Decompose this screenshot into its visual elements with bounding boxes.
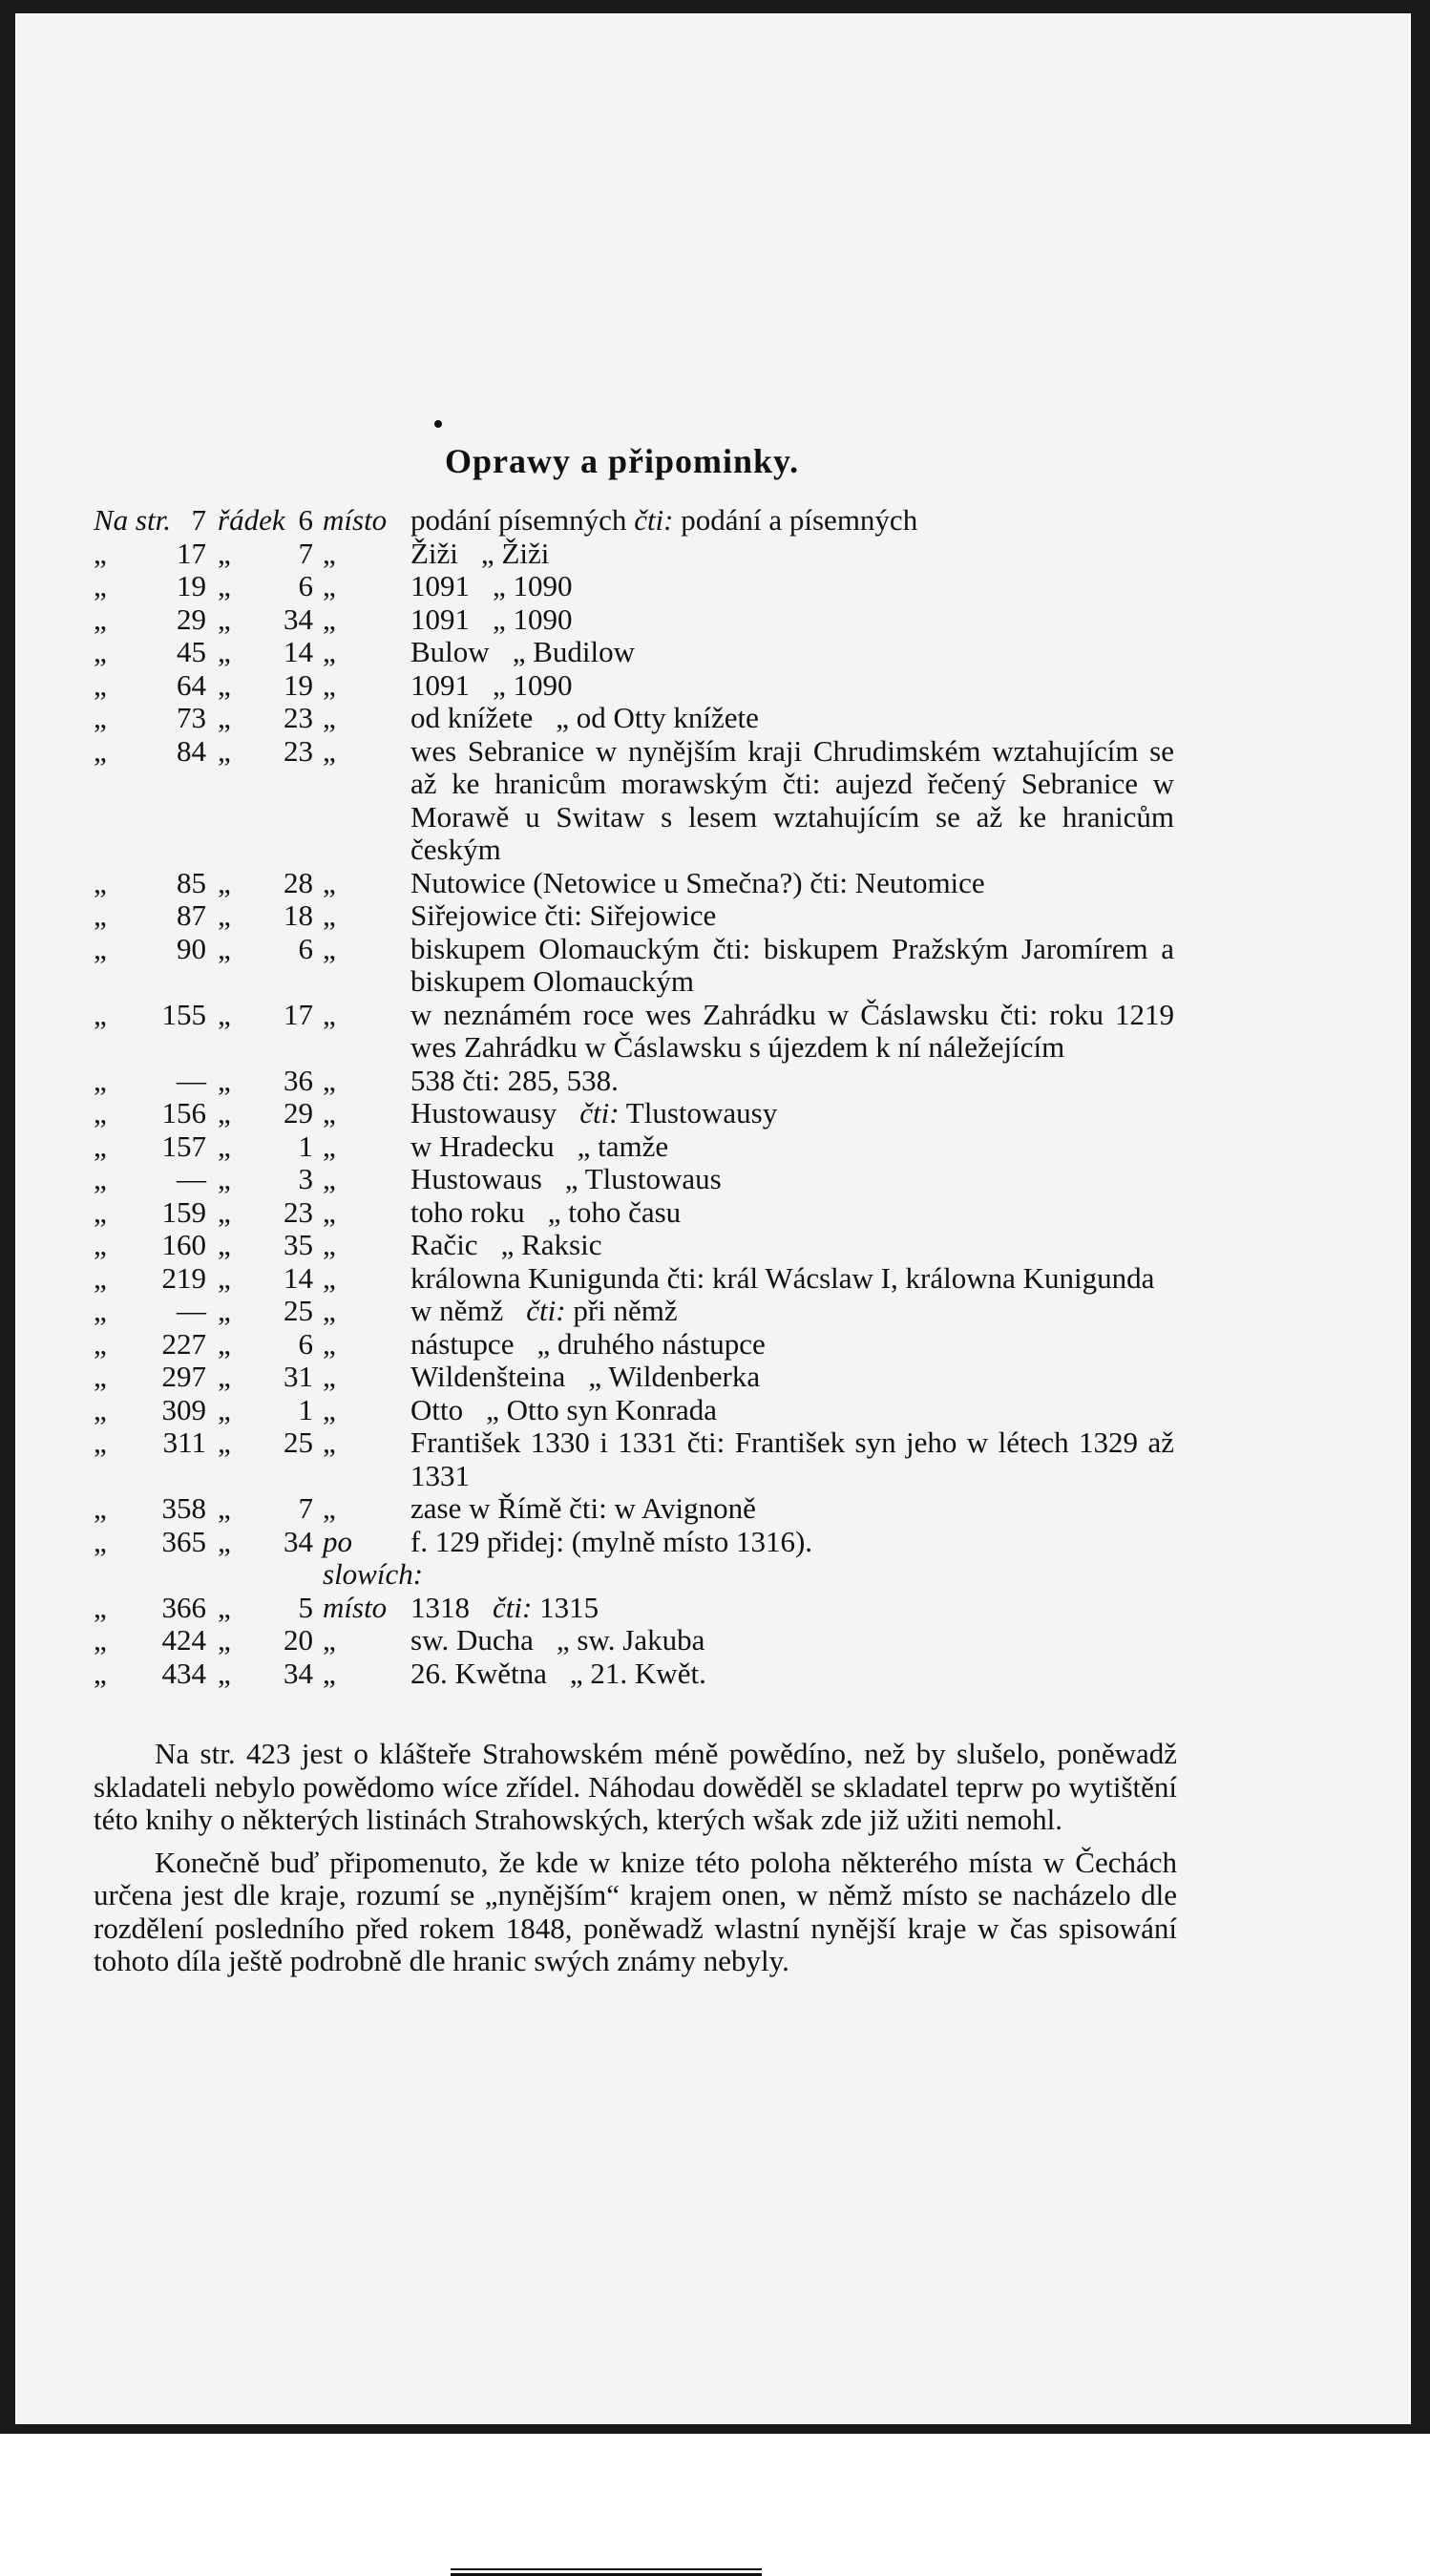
ditto-mark: „ — [323, 997, 336, 1031]
page-number: 157 — [161, 1129, 206, 1163]
ditto-mark: „ — [577, 1129, 591, 1163]
errata-entry — [94, 1328, 1191, 1362]
errata-header-row — [94, 504, 1191, 538]
line-number: 14 — [284, 1260, 313, 1295]
ditto-mark: „ — [94, 865, 107, 899]
new-text: 21. Kwět. — [590, 1656, 706, 1690]
ditto-mark: „ — [94, 635, 107, 668]
page-number: 90 — [177, 931, 206, 965]
errata-entry — [94, 636, 1191, 669]
new-text: podání a písemných — [681, 503, 918, 537]
errata-entry — [94, 702, 1191, 735]
old-text: Hustowaus — [410, 1162, 542, 1195]
errata-entry — [94, 1658, 1191, 1691]
ditto-mark: „ — [569, 1656, 583, 1690]
errata-entry — [94, 899, 1191, 933]
line-number: 1 — [298, 1129, 313, 1163]
scan-border-right — [1411, 0, 1430, 2434]
page-number: — — [177, 1063, 206, 1097]
page-number: 434 — [161, 1656, 206, 1690]
ditto-mark: „ — [323, 898, 336, 932]
ditto-mark: „ — [94, 1228, 107, 1261]
new-text: druhého nástupce — [557, 1326, 766, 1361]
ditto-mark: „ — [323, 1491, 336, 1525]
line-number: 23 — [284, 701, 313, 734]
old-text: zase w Římě čti: w Avignoně — [410, 1491, 756, 1525]
old-text: podání písemných — [410, 503, 627, 537]
line-number: 34 — [284, 602, 313, 636]
ditto-mark: „ — [218, 569, 231, 602]
old-text: Nutowice (Netowice u Smečna?) čti: Neutomice — [410, 865, 985, 899]
ditto-mark: „ — [94, 1294, 107, 1327]
page-number: 17 — [177, 536, 206, 570]
page-number: 366 — [161, 1590, 206, 1624]
ditto-mark: „ — [218, 536, 231, 570]
page-number: 29 — [177, 602, 206, 636]
ditto-mark: „ — [218, 635, 231, 668]
ditto-mark: „ — [218, 865, 231, 899]
page-number: 424 — [161, 1623, 206, 1657]
ditto-mark: „ — [218, 898, 231, 932]
ditto-mark: „ — [94, 1425, 107, 1459]
ditto-mark: „ — [323, 1326, 336, 1361]
line-number: 7 — [298, 1491, 313, 1525]
errata-entry — [94, 603, 1191, 637]
ditto-mark: „ — [94, 1260, 107, 1295]
old-text: od knížete — [410, 701, 534, 734]
old-text: 1318 — [410, 1590, 470, 1624]
line-number: 3 — [298, 1162, 313, 1195]
scan-border-left — [0, 0, 15, 2434]
new-text: Budilow — [533, 635, 635, 668]
line-number: 25 — [284, 1294, 313, 1327]
notes — [94, 1738, 1177, 1988]
page-number: 87 — [177, 898, 206, 932]
old-text: Račic — [410, 1228, 478, 1261]
new-text: 1315 — [539, 1590, 599, 1624]
errata-entry — [94, 1065, 1191, 1098]
old-text: králowna Kunigunda čti: král Wácslaw I, králowna Kunigunda — [410, 1260, 1155, 1295]
line-number: 23 — [284, 733, 313, 768]
page-number: 365 — [161, 1524, 206, 1558]
ditto-mark: „ — [218, 1656, 231, 1690]
ditto-mark: „ — [323, 1294, 336, 1327]
page-number: 19 — [177, 569, 206, 602]
line-number: 19 — [284, 667, 313, 702]
line-number: 1 — [298, 1392, 313, 1426]
line-number: 29 — [284, 1096, 313, 1130]
page-number: 64 — [177, 667, 206, 702]
page-number: — — [177, 1162, 206, 1195]
ditto-mark: „ — [218, 733, 231, 768]
errata-entry — [94, 1526, 1191, 1592]
ditto-mark: „ — [323, 1392, 336, 1426]
page — [17, 15, 1409, 2424]
new-text: Otto syn Konrada — [506, 1392, 718, 1426]
ditto-mark: „ — [218, 1063, 231, 1097]
ditto-mark: „ — [480, 536, 494, 570]
errata-entry — [94, 1295, 1191, 1328]
ditto-mark: „ — [323, 1425, 336, 1459]
old-text: František 1330 i 1331 čti: František syn jeho w létech 1329 až 1331 — [410, 1425, 1174, 1492]
page-number: 7 — [191, 503, 206, 537]
new-text: Žiži — [501, 536, 550, 570]
new-text: 1090 — [513, 569, 573, 602]
ditto-mark: „ — [94, 1392, 107, 1426]
ditto-mark: „ — [323, 931, 336, 965]
line-number: 6 — [298, 931, 313, 965]
errata-entry — [94, 1361, 1191, 1394]
ink-dot — [434, 420, 442, 428]
errata-entry — [94, 538, 1191, 571]
page-number: 84 — [177, 733, 206, 768]
errata-entry — [94, 1426, 1191, 1492]
ditto-mark: „ — [218, 1194, 231, 1229]
line-number: 6 — [298, 569, 313, 602]
line-number: 34 — [284, 1524, 313, 1558]
line-number: 20 — [284, 1623, 313, 1657]
cti-label: čti: — [493, 1590, 533, 1624]
old-text: sw. Ducha — [410, 1623, 534, 1657]
old-text: 538 čti: 285, 538. — [410, 1063, 619, 1097]
ditto-mark: „ — [218, 997, 231, 1031]
page-number: 155 — [161, 997, 206, 1031]
page-number: 219 — [161, 1260, 206, 1295]
old-text: Žiži — [410, 536, 458, 570]
line-number: 6 — [298, 503, 313, 537]
line-number: 34 — [284, 1656, 313, 1690]
ditto-mark: „ — [218, 1392, 231, 1426]
ditto-mark: „ — [94, 602, 107, 636]
errata-entry — [94, 1163, 1191, 1196]
ditto-mark: „ — [218, 931, 231, 965]
old-text: biskupem Olomauckým čti: biskupem Pražským Jaromírem a biskupem Olomauckým — [410, 931, 1174, 998]
ditto-mark: „ — [564, 1162, 578, 1195]
ditto-mark: „ — [218, 1425, 231, 1459]
ditto-mark: „ — [94, 1096, 107, 1130]
new-text: toho času — [568, 1194, 682, 1229]
page-title: Oprawy a připominky. — [445, 442, 800, 480]
errata-entry — [94, 1394, 1191, 1427]
ditto-mark: „ — [323, 1260, 336, 1295]
new-text: Tlustowaus — [584, 1162, 722, 1195]
ditto-mark: „ — [94, 898, 107, 932]
page-number: 160 — [161, 1228, 206, 1261]
ditto-mark: „ — [94, 1326, 107, 1361]
line-number: 36 — [284, 1063, 313, 1097]
errata-entry — [94, 1592, 1191, 1625]
ditto-mark: „ — [323, 1228, 336, 1261]
ditto-mark: „ — [323, 1096, 336, 1130]
ditto-mark: „ — [323, 1194, 336, 1229]
ditto-mark: „ — [94, 1194, 107, 1229]
scan-border-top — [0, 0, 1430, 13]
ditto-mark: „ — [94, 1590, 107, 1624]
new-text: Tlustowausy — [625, 1096, 778, 1130]
ditto-mark: „ — [218, 1491, 231, 1525]
line-number: 17 — [284, 997, 313, 1031]
errata-entries — [94, 538, 1191, 1691]
old-text: Bulow — [410, 635, 490, 668]
ditto-mark: „ — [323, 635, 336, 668]
ditto-mark: „ — [218, 1590, 231, 1624]
ditto-mark: „ — [218, 1623, 231, 1657]
page-number: — — [177, 1294, 206, 1327]
errata-entry — [94, 1229, 1191, 1262]
ditto-mark: „ — [218, 1129, 231, 1163]
ditto-mark: „ — [94, 1162, 107, 1195]
ditto-mark: „ — [94, 733, 107, 768]
line-number: 5 — [298, 1590, 313, 1624]
old-text: nástupce — [410, 1326, 515, 1361]
new-text: tamže — [598, 1129, 669, 1163]
ditto-mark: „ — [94, 536, 107, 570]
ditto-mark: „ — [94, 931, 107, 965]
ditto-mark: „ — [218, 1326, 231, 1361]
ditto-mark: „ — [323, 602, 336, 636]
old-text: Wildenšteina — [410, 1360, 566, 1393]
ditto-mark: „ — [323, 1656, 336, 1690]
ditto-mark: „ — [556, 1623, 570, 1657]
errata-entry — [94, 999, 1191, 1065]
cti-label: čti: — [526, 1294, 566, 1327]
page-number: 227 — [161, 1326, 206, 1361]
cti-label: čti: — [634, 503, 674, 537]
keyword: místo — [323, 503, 388, 537]
ditto-mark: „ — [512, 635, 526, 668]
ditto-mark: „ — [218, 602, 231, 636]
line-label: řádek — [218, 503, 285, 537]
old-text: 1091 — [410, 569, 470, 602]
page-number: 311 — [162, 1425, 206, 1459]
old-text: w němž — [410, 1294, 504, 1327]
ditto-mark: „ — [556, 701, 570, 734]
ditto-mark: „ — [323, 1623, 336, 1657]
ditto-mark: „ — [218, 1294, 231, 1327]
ditto-mark: „ — [94, 569, 107, 602]
ditto-mark: „ — [547, 1194, 561, 1229]
ditto-mark: „ — [493, 667, 506, 702]
ditto-mark: „ — [536, 1326, 551, 1361]
ditto-mark: „ — [218, 1096, 231, 1130]
note-paragraph: Konečně buď připomenuto, že kde w knize této poloha některého místa w Čechách určena jest dle kraje, rozumí se „nynějším“ krajem onen, w němž místo se nacházelo dle rozdělení posledního před rokem 1848, poněwadž wlastní nynější kraje w čas spisowání tohoto díla ještě podrobně dle hranic swých známy nebyly. — [94, 1845, 1177, 1977]
ditto-mark: „ — [94, 667, 107, 702]
page-number: 159 — [161, 1194, 206, 1229]
old-text: Hustowausy — [410, 1096, 557, 1130]
ditto-mark: „ — [218, 1260, 231, 1295]
ditto-mark: „ — [94, 1129, 107, 1163]
page-number: 297 — [161, 1360, 206, 1393]
line-number: 28 — [284, 865, 313, 899]
ditto-mark: „ — [323, 733, 336, 768]
page-number: 73 — [177, 701, 206, 734]
ditto-mark: „ — [323, 1129, 336, 1163]
errata-entry — [94, 1624, 1191, 1658]
ditto-mark: „ — [218, 701, 231, 734]
errata-entry — [94, 867, 1191, 900]
ditto-mark: „ — [500, 1228, 515, 1261]
ditto-mark: „ — [323, 865, 336, 899]
old-text: 1091 — [410, 602, 470, 636]
new-text: od Otty knížete — [576, 701, 759, 734]
scan-border-bottom — [0, 2424, 1430, 2434]
errata-entry — [94, 1130, 1191, 1164]
ditto-mark: „ — [218, 1524, 231, 1558]
line-number: 23 — [284, 1194, 313, 1229]
page-number: 85 — [177, 865, 206, 899]
ditto-mark: „ — [493, 602, 506, 636]
ditto-mark: „ — [94, 1360, 107, 1393]
page-number: 156 — [161, 1096, 206, 1130]
ditto-mark: „ — [94, 1656, 107, 1690]
line-number: 18 — [284, 898, 313, 932]
ditto-mark: „ — [323, 569, 336, 602]
ditto-mark: „ — [588, 1360, 602, 1393]
ditto-mark: „ — [323, 1162, 336, 1195]
cti-label: čti: — [579, 1096, 620, 1130]
errata-entry — [94, 735, 1191, 867]
ditto-mark: „ — [323, 1360, 336, 1393]
ditto-mark: „ — [493, 569, 506, 602]
ditto-mark: „ — [94, 1063, 107, 1097]
ditto-mark: „ — [323, 536, 336, 570]
errata-entry — [94, 669, 1191, 703]
old-text: 1091 — [410, 667, 470, 702]
new-text: 1090 — [513, 667, 573, 702]
ditto-mark: „ — [94, 1524, 107, 1558]
old-text: w Hradecku — [410, 1129, 555, 1163]
ditto-mark: „ — [323, 701, 336, 734]
old-text: 26. Kwětna — [410, 1656, 547, 1690]
old-text: wes Sebranice w nynějším kraji Chrudimském wztahujícím se až ke hranicům morawským čti: aujezd řečený Sebranice w Morawě u Switaw s lesem wztahujícím se až ke hranicům českým — [410, 733, 1174, 866]
ditto-mark: „ — [218, 667, 231, 702]
errata-list — [94, 504, 1191, 1690]
line-number: 14 — [284, 635, 313, 668]
new-text: Raksic — [521, 1228, 602, 1261]
old-text: f. 129 přidej: (mylně místo 1316). — [410, 1524, 813, 1558]
page-prefix: Na str. — [94, 503, 171, 537]
ditto-mark: „ — [94, 701, 107, 734]
old-text: w neznámém roce wes Zahrádku w Čáslawsku čti: roku 1219 wes Zahrádku w Čáslawsku s újezdem k ní náležejícím — [410, 997, 1174, 1064]
keyword: místo — [323, 1590, 388, 1624]
ditto-mark: „ — [323, 667, 336, 702]
errata-entry — [94, 1492, 1191, 1526]
ditto-mark: „ — [218, 1162, 231, 1195]
ditto-mark: „ — [94, 1491, 107, 1525]
line-number: 7 — [298, 536, 313, 570]
note-paragraph: Na str. 423 jest o klášteře Strahowském méně powědíno, než by slušelo, poněwadž skladateli nebylo powědomo wíce zřídel. Náhodau dowěděl se skladatel teprw po wytištění této knihy o některých listinách Strahowských, kterých wšak zde již užiti nemohl. — [94, 1737, 1177, 1836]
page-number: 309 — [161, 1392, 206, 1426]
new-text: Wildenberka — [608, 1360, 761, 1393]
new-text: sw. Jakuba — [577, 1623, 705, 1657]
errata-entry — [94, 1196, 1191, 1230]
errata-entry — [94, 1262, 1191, 1296]
closing-rule — [451, 2568, 762, 2570]
line-number: 6 — [298, 1326, 313, 1361]
new-text: 1090 — [513, 602, 573, 636]
ditto-mark: „ — [486, 1392, 499, 1426]
line-number: 25 — [284, 1425, 313, 1459]
page-number: 358 — [161, 1491, 206, 1525]
page-number: 45 — [177, 635, 206, 668]
ditto-mark: „ — [218, 1360, 231, 1393]
errata-entry — [94, 933, 1191, 999]
ditto-mark: „ — [323, 1063, 336, 1097]
ditto-mark: „ — [94, 997, 107, 1031]
old-text: toho roku — [410, 1194, 525, 1229]
line-number: 31 — [284, 1360, 313, 1393]
old-text: Otto — [410, 1392, 464, 1426]
keyword: po slowích: — [323, 1524, 424, 1591]
new-text: při němž — [573, 1294, 678, 1327]
errata-entry — [94, 570, 1191, 603]
old-text: Siřejowice čti: Siřejowice — [410, 898, 717, 932]
errata-entry — [94, 1097, 1191, 1130]
ditto-mark: „ — [94, 1623, 107, 1657]
ditto-mark: „ — [218, 1228, 231, 1261]
line-number: 35 — [284, 1228, 313, 1261]
